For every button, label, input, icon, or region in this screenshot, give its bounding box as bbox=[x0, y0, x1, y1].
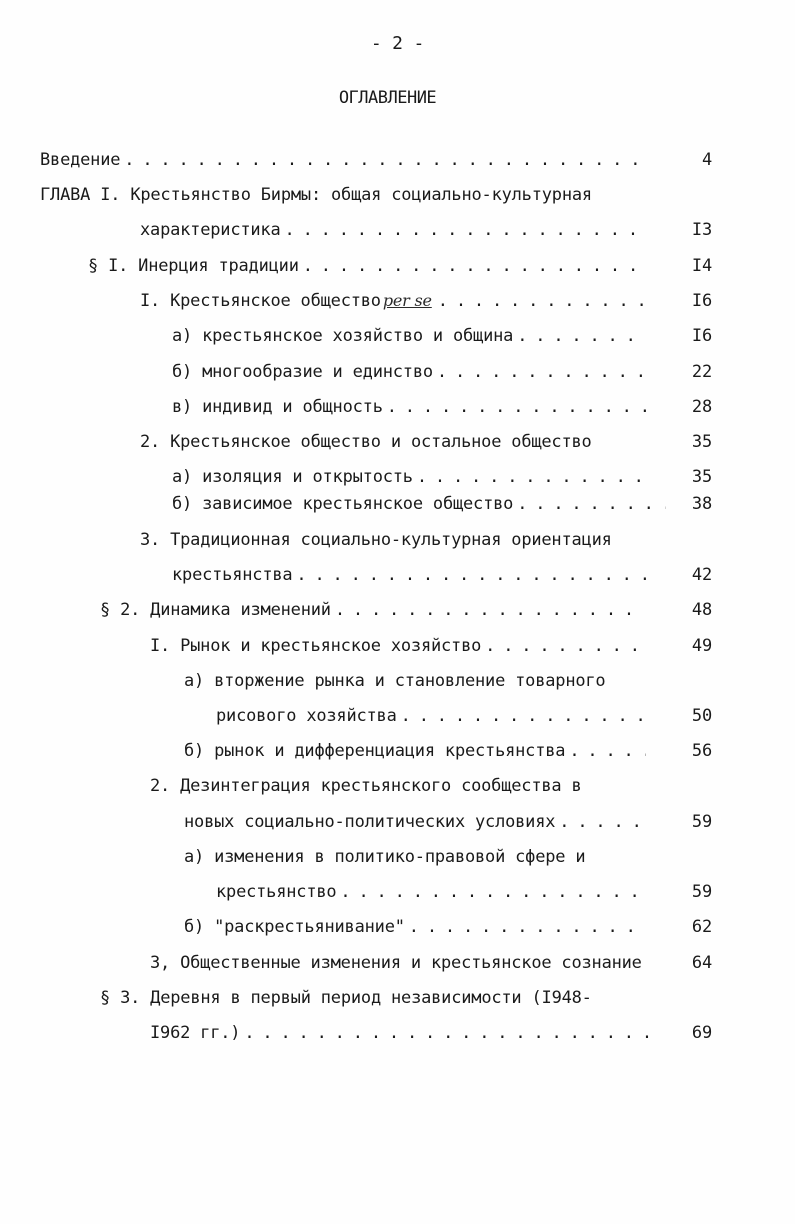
leader-dots bbox=[485, 636, 646, 656]
toc-page-number: 69 bbox=[691, 1023, 712, 1043]
toc-page-number: 35 bbox=[691, 467, 712, 487]
toc-entry-title: I. Рынок и крестьянское хозяйство bbox=[150, 636, 482, 656]
toc-entry-1-1-a bbox=[172, 326, 646, 346]
toc-page-number: 50 bbox=[691, 706, 712, 726]
leader-dots bbox=[517, 326, 646, 346]
toc-page-number: 28 bbox=[691, 397, 712, 417]
toc-entry-1-2-b bbox=[172, 494, 666, 514]
toc-page-number: 42 bbox=[691, 565, 712, 585]
toc-page-number: 56 bbox=[691, 741, 712, 761]
leader-dots bbox=[569, 741, 646, 761]
leader-dots bbox=[296, 565, 646, 585]
toc-entry-1-2 bbox=[140, 432, 592, 452]
toc-page-number: I4 bbox=[691, 256, 712, 276]
toc-entry-title: б) рынок и дифференциация крестьянства bbox=[184, 741, 566, 761]
toc-entry-2-2-a bbox=[184, 847, 585, 867]
toc-page-number: 38 bbox=[691, 494, 712, 514]
toc-entry-section-2 bbox=[100, 600, 646, 620]
toc-entry-title: б) зависимое крестьянское общество bbox=[172, 494, 514, 514]
toc-entry-title: рисового хозяйства bbox=[216, 706, 397, 726]
toc-page-number: 22 bbox=[691, 362, 712, 382]
leader-dots bbox=[340, 882, 646, 902]
toc-entry-2-1-b bbox=[184, 741, 646, 761]
toc-entry-title: а) изменения в политико-правовой сфере и bbox=[184, 847, 586, 867]
toc-entry-title: 3, Общественные изменения и крестьянское сознание bbox=[150, 953, 642, 973]
toc-entry-title: а) вторжение рынка и становление товарного bbox=[184, 671, 606, 691]
toc-entry-title: § 2. Динамика изменений bbox=[100, 600, 331, 620]
toc-entry-title: новых социально-политических условиях bbox=[184, 812, 556, 832]
leader-dots bbox=[124, 150, 646, 170]
leader-dots bbox=[401, 706, 646, 726]
toc-entry-2-1 bbox=[150, 636, 646, 656]
leader-dots bbox=[559, 812, 646, 832]
toc-entry-title: I. Крестьянское общество bbox=[140, 291, 381, 311]
toc-entry-1-2-a bbox=[172, 467, 646, 487]
toc-page-number: I6 bbox=[691, 291, 712, 311]
toc-entry-2-2-a-cont bbox=[216, 882, 646, 902]
leader-dots bbox=[517, 494, 666, 514]
toc-entry-2-2-cont bbox=[184, 812, 646, 832]
toc-entry-title: а) крестьянское хозяйство и община bbox=[172, 326, 514, 346]
toc-page-number: 62 bbox=[691, 917, 712, 937]
toc-entry-title: Введение bbox=[40, 150, 121, 170]
toc-page-number: 59 bbox=[691, 812, 712, 832]
page-number: - 2 - bbox=[370, 33, 425, 54]
toc-entry-title: 2. Дезинтеграция крестьянского сообщества в bbox=[150, 776, 582, 796]
toc-entry-title: ГЛАВА I. Крестьянство Бирмы: общая социально-культурная bbox=[40, 185, 592, 205]
toc-page-number: 35 bbox=[691, 432, 712, 452]
toc-entry-title: характеристика bbox=[140, 220, 281, 240]
toc-page-number: I6 bbox=[691, 326, 712, 346]
toc-entry-title: б) многообразие и единство bbox=[172, 362, 433, 382]
toc-page-number: 48 bbox=[691, 600, 712, 620]
toc-page-number: 4 bbox=[701, 150, 712, 170]
toc-entry-2-1-a-cont bbox=[216, 706, 646, 726]
toc-entry-title: I962 гг.) bbox=[150, 1023, 241, 1043]
toc-entry-title: а) изоляция и открытость bbox=[172, 467, 413, 487]
handwritten-insert: per se bbox=[382, 291, 432, 310]
toc-entry-section-3-cont bbox=[150, 1023, 656, 1043]
toc-entry-2-1-a bbox=[184, 671, 605, 691]
leader-dots bbox=[417, 467, 646, 487]
leader-dots bbox=[409, 917, 646, 937]
toc-entry-2-3 bbox=[150, 953, 642, 973]
toc-entry-title: в) индивид и общность bbox=[172, 397, 383, 417]
toc-entry-1-1 bbox=[140, 291, 646, 311]
toc-page-number: 49 bbox=[691, 636, 712, 656]
leader-dots bbox=[437, 362, 646, 382]
toc-entry-chapter-1 bbox=[40, 185, 592, 205]
toc-page-number: 59 bbox=[691, 882, 712, 902]
toc-entry-2-2-b bbox=[184, 917, 646, 937]
leader-dots bbox=[438, 291, 646, 311]
toc-entry-title: § I. Инерция традиции bbox=[88, 256, 299, 276]
toc-entry-title: § 3. Деревня в первый период независимости (I948- bbox=[100, 988, 592, 1008]
toc-entry-1-3 bbox=[140, 530, 612, 550]
toc-heading: ОГЛАВЛЕНИЕ bbox=[338, 88, 437, 108]
leader-dots bbox=[244, 1023, 656, 1043]
toc-entry-chapter-1-cont bbox=[140, 220, 646, 240]
toc-entry-1-3-cont bbox=[172, 565, 646, 585]
leader-dots bbox=[303, 256, 646, 276]
toc-entry-2-2 bbox=[150, 776, 582, 796]
toc-entry-section-3 bbox=[100, 988, 592, 1008]
toc-page-number: I3 bbox=[691, 220, 712, 240]
toc-entry-title: крестьянство bbox=[216, 882, 337, 902]
leader-dots bbox=[285, 220, 647, 240]
toc-entry-1-1-c bbox=[172, 397, 646, 417]
toc-entry-title: б) "раскрестьянивание" bbox=[184, 917, 405, 937]
toc-entry-introduction bbox=[40, 150, 646, 170]
toc-entry-title: 3. Традиционная социально-культурная ориентация bbox=[140, 530, 612, 550]
toc-page-number: 64 bbox=[691, 953, 712, 973]
toc-entry-title: крестьянства bbox=[172, 565, 293, 585]
toc-entry-1-1-b bbox=[172, 362, 646, 382]
toc-entry-title: 2. Крестьянское общество и остальное общество bbox=[140, 432, 592, 452]
toc-entry-section-1 bbox=[88, 256, 646, 276]
leader-dots bbox=[335, 600, 646, 620]
leader-dots bbox=[387, 397, 646, 417]
